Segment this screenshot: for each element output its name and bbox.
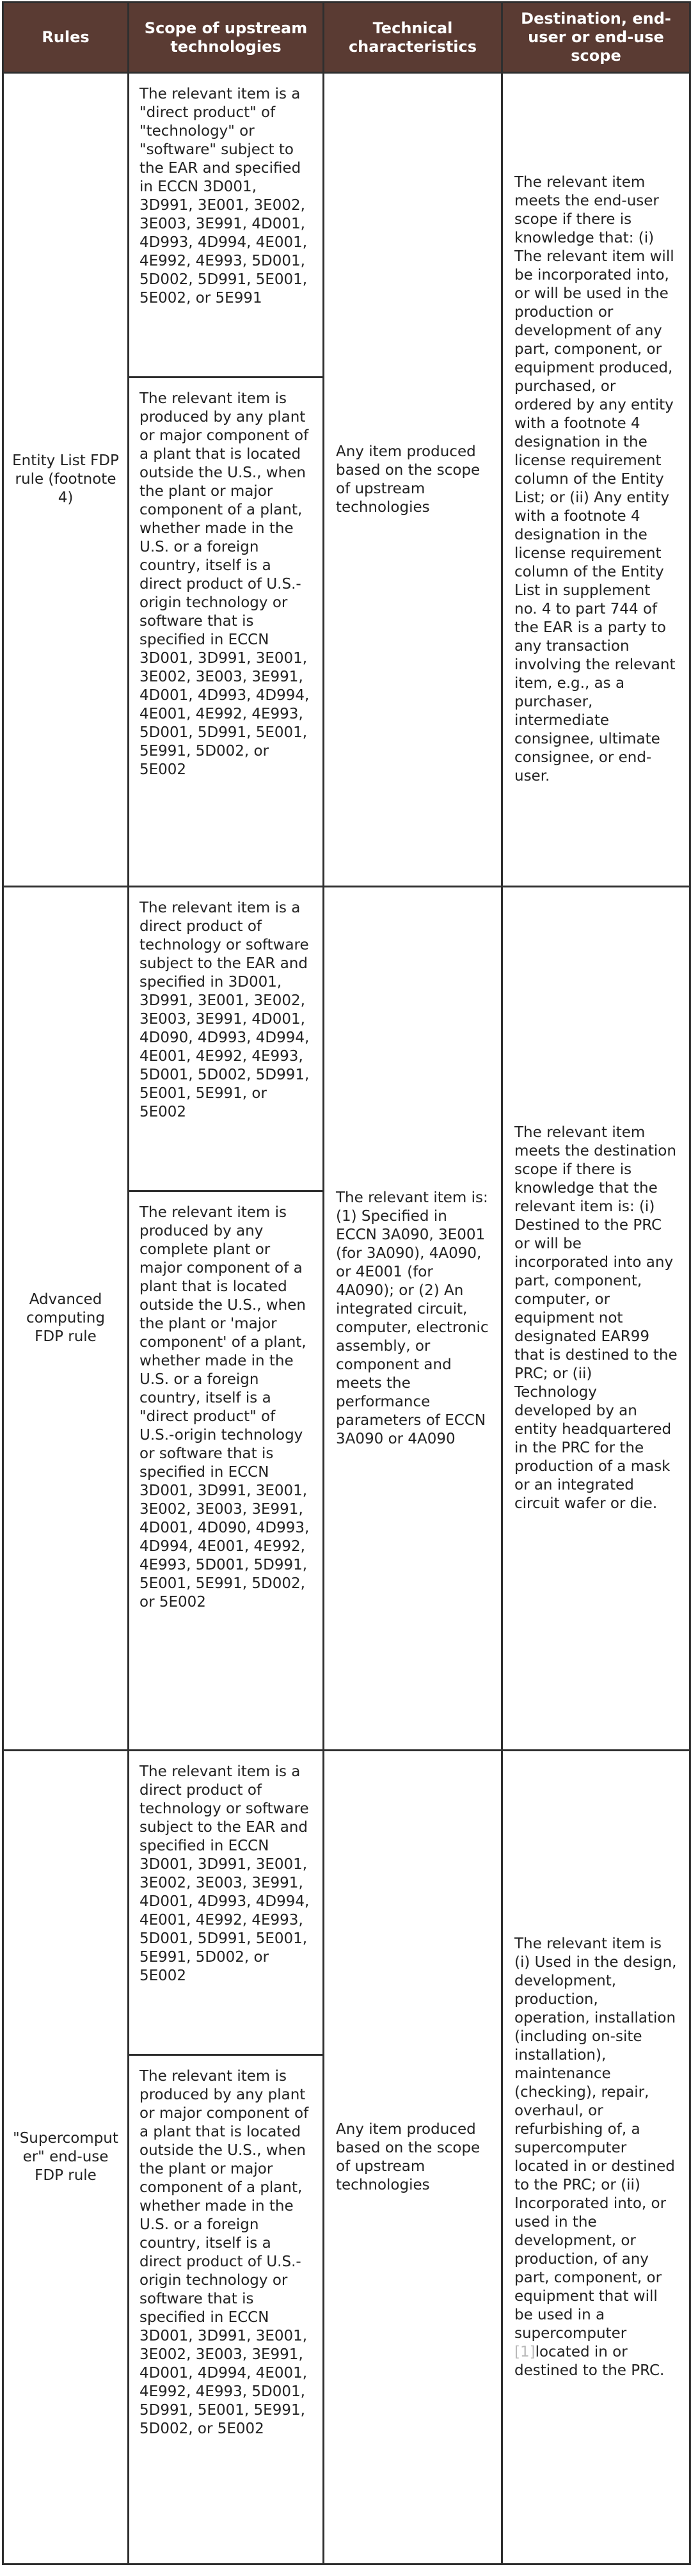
scope-cell: The relevant item is a direct product of technology or software subject to the EAR and specified in ECCN 3D001, 3D991, 3E001, 3E002, 3E003, 3E991, 4D001, 4D993, 4D994, 4E001, 4E992, 4E993, 5D001, 5D991, 5E001, 5E991, 5D002, or 5E002 bbox=[129, 1751, 324, 2055]
dest-text: The relevant item is (i) Used in the design, development, production, operation, installation (including on-site installation), maintenance (checking), repair, overhaul, or refurbishing of, a supercomputer located in or destined to the PRC; or (ii) Incorporated into, or used in the development, or production, of any part, component, or equipment that will be used in a supercomputer bbox=[514, 1935, 677, 2342]
table-row bbox=[3, 887, 690, 1191]
tech-cell: The relevant item is: (1) Specified in ECCN 3A090, 3E001 (for 3A090), 4A090, or 4E001 (for 4A090); or (2) An integrated circuit, computer, electronic assembly, or component and meets the performance parameters of ECCN 3A090 or 4A090 bbox=[324, 887, 502, 1751]
table-row bbox=[3, 1751, 690, 2055]
dest-cell: The relevant item meets the end-user scope if there is knowledge that: (i) The relevant item will be incorporated into, or will be used in the production or development of any part, component, or equipment produced, purchased, or ordered by any entity with a footnote 4 designation in the license requirement column of the Entity List; or (ii) Any entity with a footnote 4 designation in the license requirement column of the Entity List in supplement no. 4 to part 744 of the EAR is a party to any transaction involving the relevant item, e.g., as a purchaser, intermediate consignee, ultimate consignee, or end-user. bbox=[502, 73, 690, 887]
scope-cell: The relevant item is a "direct product" of "technology" or "software" subject to the EAR and specified in ECCN 3D001, 3D991, 3E001, 3E002, 3E003, 3E991, 4D001, 4D993, 4D994, 4E001, 4E992, 4E993, 5D001, 5D002, 5D991, 5E001, 5E002, or 5E991 bbox=[129, 73, 324, 378]
fdp-rules-table bbox=[2, 1, 691, 2565]
tech-cell: Any item produced based on the scope of upstream technologies bbox=[324, 1751, 502, 2564]
tech-cell: Any item produced based on the scope of upstream technologies bbox=[324, 73, 502, 887]
footnote-marker[interactable]: [1] bbox=[514, 2343, 536, 2360]
table-row bbox=[3, 73, 690, 378]
header-tech: Technical characteristics bbox=[324, 3, 502, 73]
header-scope: Scope of upstream technologies bbox=[129, 3, 324, 73]
table-header bbox=[3, 3, 690, 73]
header-dest: Destination, end-user or end-use scope bbox=[502, 3, 690, 73]
dest-cell: The relevant item meets the destination scope if there is knowledge that the relevant item is: (i) Destined to the PRC or will be incorporated into any part, component, computer, or equipment not designated EAR99 that is destined to the PRC; or (ii) Technology developed by an entity headquartered in the PRC for the production of a mask or an integrated circuit wafer or die. bbox=[502, 887, 690, 1751]
dest-cell bbox=[502, 1751, 690, 2564]
header-rules: Rules bbox=[3, 3, 129, 73]
header-row bbox=[3, 3, 690, 73]
scope-cell: The relevant item is produced by any plant or major component of a plant that is located outside the U.S., when the plant or major component of a plant, whether made in the U.S. or a foreign country, itself is a direct product of U.S.-origin technology or software that is specified in ECCN 3D001, 3D991, 3E001, 3E002, 3E003, 3E991, 4D001, 4D994, 4E001, 4E992, 4E993, 5D001, 5D991, 5E001, 5E991, 5D002, or 5E002 bbox=[129, 2055, 324, 2564]
scope-cell: The relevant item is a direct product of technology or software subject to the EAR and specified in 3D001, 3D991, 3E001, 3E002, 3E003, 3E991, 4D001, 4D090, 4D993, 4D994, 4E001, 4E992, 4E993, 5D001, 5D002, 5D991, 5E001, 5E991, or 5E002 bbox=[129, 887, 324, 1191]
table-body bbox=[3, 73, 690, 2564]
scope-cell: The relevant item is produced by any plant or major component of a plant that is located outside the U.S., when the plant or major component of a plant, whether made in the U.S. or a foreign country, itself is a direct product of U.S.-origin technology or software that is specified in ECCN 3D001, 3D991, 3E001, 3E002, 3E003, 3E991, 4D001, 4D993, 4D994, 4E001, 4E992, 4E993, 5D001, 5D991, 5E001, 5E991, 5D002, or 5E002 bbox=[129, 378, 324, 887]
rule-name-cell: Entity List FDP rule (footnote 4) bbox=[3, 73, 129, 887]
scope-cell: The relevant item is produced by any complete plant or major component of a plant that is located outside the U.S., when the plant or 'major component' of a plant, whether made in the U.S. or a foreign country, itself is a "direct product" of U.S.-origin technology or software that is specified in ECCN 3D001, 3D991, 3E001, 3E002, 3E003, 3E991, 4D001, 4D090, 4D993, 4D994, 4E001, 4E992, 4E993, 5D001, 5D991, 5E001, 5E991, 5D002, or 5E002 bbox=[129, 1191, 324, 1751]
dest-text-end: located in or destined to the PRC. bbox=[514, 2343, 665, 2379]
rule-name-cell: "Supercomputer" end-use FDP rule bbox=[3, 1751, 129, 2564]
rule-name-cell: Advanced computing FDP rule bbox=[3, 887, 129, 1751]
